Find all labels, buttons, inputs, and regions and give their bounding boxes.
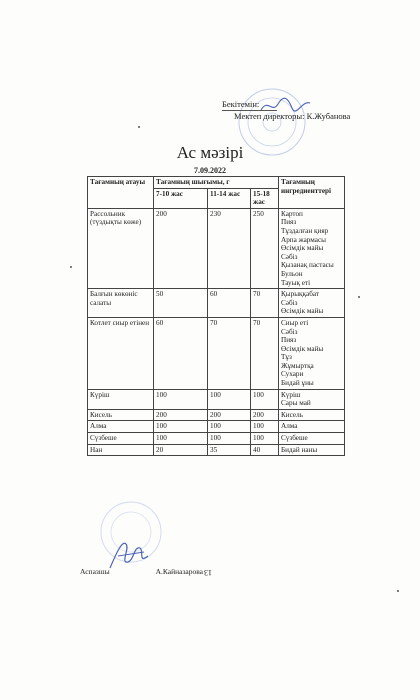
ingredient-item: Жұмыртқа xyxy=(281,361,314,370)
ingredient-item: Сары май xyxy=(281,399,311,408)
header-age-7-10: 7-10 жас xyxy=(154,188,208,208)
portion-11-14-cell: 230 xyxy=(208,208,251,288)
header-age-11-14: 11-14 жас xyxy=(208,188,251,208)
portion-11-14-cell: 35 xyxy=(208,444,251,456)
ingredient-item: Тауық еті xyxy=(281,278,311,287)
ingredient-item: Тұздалған қияр xyxy=(281,226,329,235)
ingredient-item: Өсімдік майы xyxy=(281,344,324,353)
portion-11-14-cell: 100 xyxy=(208,389,251,409)
ingredients-cell xyxy=(279,389,345,409)
table-row xyxy=(88,444,345,456)
portion-15-18-cell: 200 xyxy=(251,409,279,421)
dish-name-cell: Котлет сиыр етінен xyxy=(88,317,154,389)
portion-7-10-cell: 50 xyxy=(154,289,208,318)
portion-7-10-cell: 100 xyxy=(154,389,208,409)
table-row xyxy=(88,317,345,389)
ingredient-item: Картоп xyxy=(281,209,303,218)
menu-date: 7.09.2022 xyxy=(194,166,226,175)
portion-15-18-cell: 100 xyxy=(251,389,279,409)
portion-7-10-cell: 200 xyxy=(154,208,208,288)
portion-11-14-cell: 100 xyxy=(208,421,251,433)
ingredient-item: Сүзбеше xyxy=(281,434,308,443)
approved-label: Бекітемін: xyxy=(222,99,277,111)
ingredient-item: Қырыққабат xyxy=(281,290,320,299)
ingredient-item: Кисель xyxy=(281,410,303,419)
ingredients-cell xyxy=(279,409,345,421)
cook-label: Аспазшы xyxy=(80,567,110,576)
ingredient-item: Бидай ұны xyxy=(281,379,314,388)
scan-speck xyxy=(70,266,72,268)
ingredient-item: Өсімдік майы xyxy=(281,307,324,316)
ingredients-cell xyxy=(279,433,345,445)
portion-11-14-cell: 60 xyxy=(208,289,251,318)
table-row xyxy=(88,389,345,409)
approval-block xyxy=(222,99,350,122)
table-row xyxy=(88,289,345,318)
ingredient-item: Тұз xyxy=(281,353,292,362)
director-name: Мектеп директоры: К.Жубанова xyxy=(234,111,351,121)
portion-15-18-cell: 70 xyxy=(251,289,279,318)
ingredient-item: Арпа жармасы xyxy=(281,235,326,244)
portion-15-18-cell: 40 xyxy=(251,444,279,456)
header-age-15-18: 15-18 жас xyxy=(251,188,279,208)
ingredients-cell xyxy=(279,444,345,456)
table-row xyxy=(88,208,345,288)
dish-name-cell: Күріш xyxy=(88,389,154,409)
table-row xyxy=(88,433,345,445)
ingredient-item: Бульон xyxy=(281,269,303,278)
header-ingredients: Тағамның ингредиенттері xyxy=(279,177,345,209)
ingredients-cell xyxy=(279,317,345,389)
portion-11-14-cell: 70 xyxy=(208,317,251,389)
ingredient-item: Бидай наны xyxy=(281,445,318,454)
dish-name-cell: Кисель xyxy=(88,409,154,421)
portion-15-18-cell: 100 xyxy=(251,421,279,433)
dish-name-cell: Нан xyxy=(88,444,154,456)
ingredient-item: Алма xyxy=(281,422,298,431)
cook-name: А.Кайназарова xyxy=(155,567,204,576)
ingredients-cell xyxy=(279,421,345,433)
dish-name-cell: Алма xyxy=(88,421,154,433)
scan-speck xyxy=(138,126,140,128)
portion-15-18-cell: 250 xyxy=(251,208,279,288)
portion-15-18-cell: 70 xyxy=(251,317,279,389)
ingredient-item: Күріш xyxy=(281,390,301,399)
ingredient-item: Пияз xyxy=(281,218,297,227)
dish-name-cell: Рассольник (түздықты көже) xyxy=(88,208,154,288)
dish-name-cell: Балғын көкөніс салаты xyxy=(88,289,154,318)
menu-table xyxy=(87,176,345,456)
portion-7-10-cell: 100 xyxy=(154,433,208,445)
ingredients-cell xyxy=(279,289,345,318)
table-row xyxy=(88,409,345,421)
portion-11-14-cell: 200 xyxy=(208,409,251,421)
portion-7-10-cell: 20 xyxy=(154,444,208,456)
portion-7-10-cell: 200 xyxy=(154,409,208,421)
cook-signature-line xyxy=(80,567,203,576)
ingredient-item: Сәбіз xyxy=(281,298,298,307)
menu-table-body xyxy=(88,208,345,455)
page-title: Ас мәзірі xyxy=(176,143,244,162)
ingredient-item: Сәбіз xyxy=(281,252,298,261)
scan-speck xyxy=(358,296,360,298)
ingredient-item: Сәбіз xyxy=(281,327,298,336)
portion-7-10-cell: 100 xyxy=(154,421,208,433)
ingredient-item: Сиыр еті xyxy=(281,318,309,327)
header-dish-name: Тағамның атауы xyxy=(88,177,154,209)
ingredients-cell xyxy=(279,208,345,288)
portion-7-10-cell: 60 xyxy=(154,317,208,389)
header-portion: Тағамның шығымы, г xyxy=(154,177,279,189)
dish-name-cell: Сүзбеше xyxy=(88,433,154,445)
ingredient-item: Өсімдік майы xyxy=(281,244,324,253)
page-number: 13 xyxy=(204,568,212,577)
ingredient-item: Сухари xyxy=(281,370,304,379)
scan-speck xyxy=(397,590,399,592)
portion-11-14-cell: 100 xyxy=(208,433,251,445)
table-row xyxy=(88,421,345,433)
portion-15-18-cell: 100 xyxy=(251,433,279,445)
ingredient-item: Пияз xyxy=(281,336,297,345)
ingredient-item: Қызанақ пастасы xyxy=(281,261,334,270)
